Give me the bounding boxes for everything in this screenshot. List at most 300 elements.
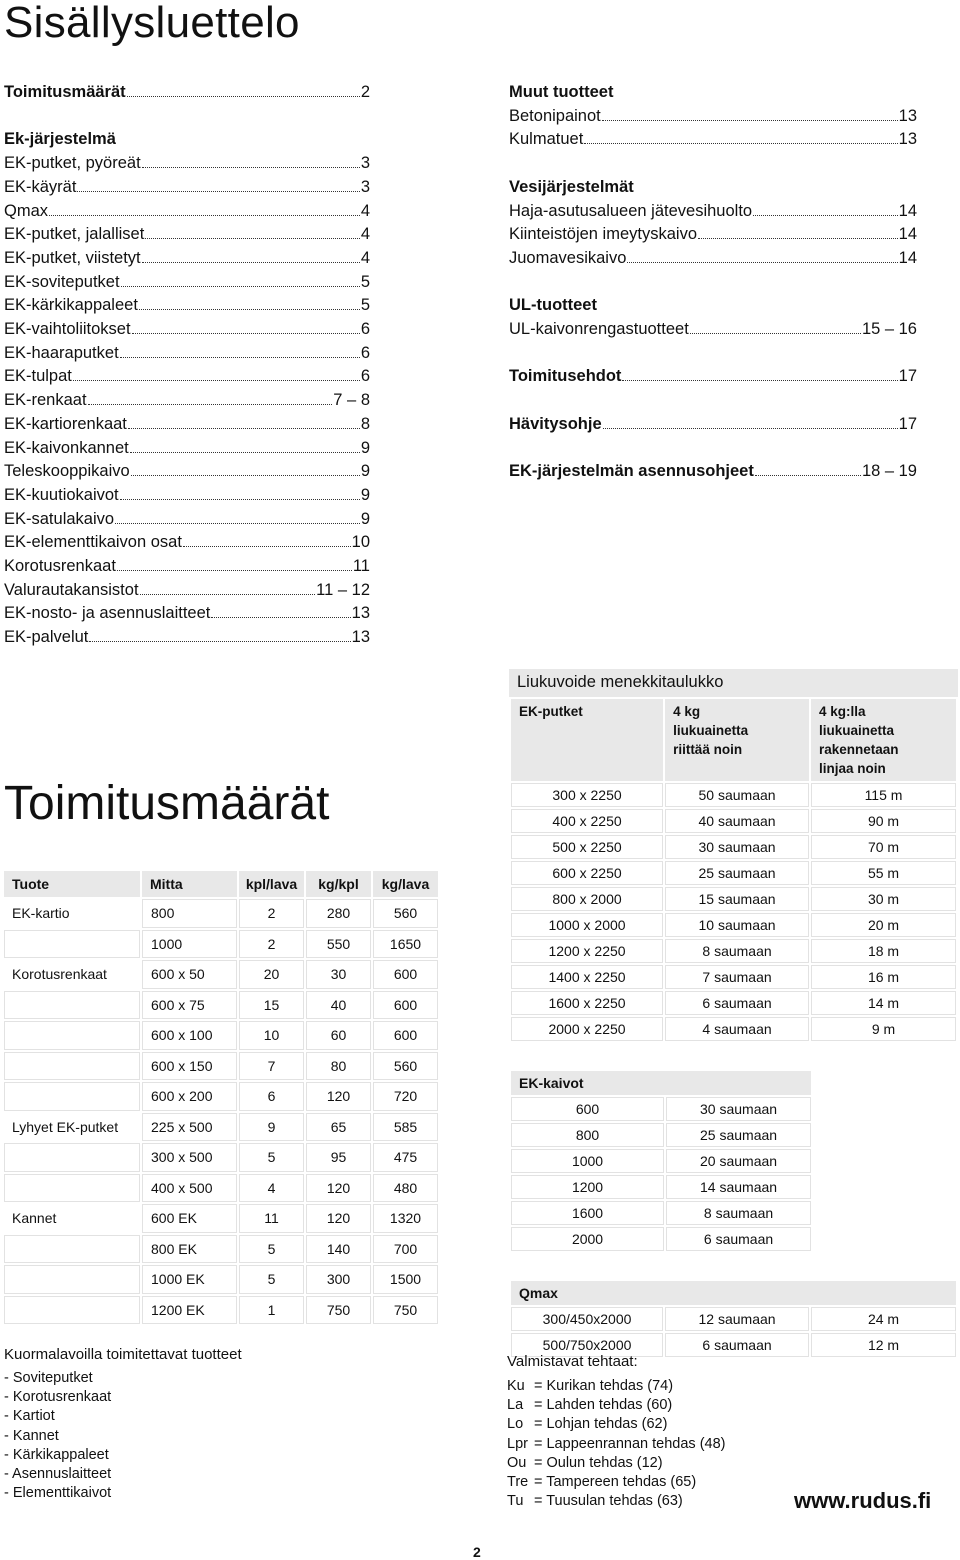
qmax-table bbox=[509, 1279, 958, 1359]
table-row bbox=[511, 913, 956, 937]
toc-entry-page: 13 bbox=[898, 106, 917, 125]
toc-left-column bbox=[4, 81, 370, 650]
table-header-row bbox=[511, 699, 956, 781]
table-cell: 10 bbox=[239, 1021, 304, 1050]
table-row bbox=[511, 835, 956, 859]
factory-name: = Lahden tehdas (60) bbox=[534, 1397, 673, 1414]
toc-entry[interactable] bbox=[4, 626, 370, 650]
toc-entry[interactable] bbox=[4, 223, 370, 247]
table-row bbox=[511, 861, 956, 885]
table-cell: 8 saumaan bbox=[665, 939, 809, 963]
table-cell: 4 saumaan bbox=[665, 1017, 809, 1041]
factory-name: = Kurikan tehdas (74) bbox=[534, 1378, 674, 1394]
table-cell: 6 saumaan bbox=[665, 991, 809, 1015]
toc-leader-dots bbox=[49, 215, 360, 216]
table-cell: 20 saumaan bbox=[666, 1149, 811, 1173]
table-cell: 10 saumaan bbox=[665, 913, 809, 937]
toc-entry[interactable] bbox=[4, 271, 370, 295]
table-cell: 40 saumaan bbox=[665, 809, 809, 833]
table-row bbox=[4, 991, 438, 1020]
toc-entry-page: 13 bbox=[898, 130, 917, 149]
toc-entry[interactable] bbox=[4, 342, 370, 366]
toc-leader-dots bbox=[130, 452, 360, 453]
column-header-line: 4 kg bbox=[673, 704, 701, 719]
toc-leader-dots bbox=[753, 215, 898, 216]
toc-leader-dots bbox=[139, 309, 360, 310]
toc-entry[interactable] bbox=[4, 508, 370, 532]
toc-entry-label: EK-käyrät bbox=[4, 177, 77, 196]
table-cell: 7 bbox=[239, 1052, 304, 1081]
toc-leader-dots bbox=[131, 475, 360, 476]
list-item bbox=[507, 1435, 725, 1454]
table-cell: 90 m bbox=[811, 809, 956, 833]
list-item bbox=[507, 1377, 725, 1396]
table-cell: 25 saumaan bbox=[665, 861, 809, 885]
table-row bbox=[511, 1227, 811, 1251]
list-item: - Korotusrenkaat bbox=[4, 1389, 112, 1406]
toc-entry-page: 11 – 12 bbox=[316, 580, 370, 599]
table-cell: 600 x 50 bbox=[142, 960, 237, 989]
toc-entry-page: 13 bbox=[351, 628, 370, 647]
table-cell: 600 x 150 bbox=[142, 1052, 237, 1081]
table-cell: 1000 x 2000 bbox=[511, 913, 663, 937]
ek-kaivot-table bbox=[509, 1069, 813, 1253]
table-cell: 560 bbox=[373, 1052, 438, 1081]
list-item: - Kartiot bbox=[4, 1408, 55, 1425]
toc-entry-label: EK-kaivonkannet bbox=[4, 438, 129, 457]
table-row bbox=[511, 887, 956, 911]
toc-entry[interactable] bbox=[4, 318, 370, 342]
table-cell: 24 m bbox=[811, 1307, 956, 1331]
toc-entry-label: EK-putket, viistetyt bbox=[4, 248, 141, 267]
table-row bbox=[511, 1123, 811, 1147]
table-cell: 600 x 2250 bbox=[511, 861, 663, 885]
toc-entry[interactable] bbox=[509, 460, 917, 484]
table-cell: EK-kartio bbox=[12, 905, 70, 922]
toc-entry[interactable] bbox=[509, 223, 917, 247]
table-cell: 600 EK bbox=[142, 1204, 237, 1233]
table-cell: 585 bbox=[373, 1113, 438, 1142]
table-cell: 500/750x2000 bbox=[511, 1333, 663, 1357]
table-cell: 1500 bbox=[373, 1265, 438, 1294]
toc-entry-page: 7 – 8 bbox=[333, 391, 370, 410]
toc-entry-label: Hävitysohje bbox=[509, 414, 602, 433]
toc-entry-page: 15 – 16 bbox=[861, 320, 917, 338]
table-cell: 16 m bbox=[811, 965, 956, 989]
table-cell: 65 bbox=[306, 1113, 371, 1142]
table-cell: Korotusrenkaat bbox=[12, 966, 107, 983]
factory-name: = Oulun tehdas (12) bbox=[534, 1454, 663, 1471]
table-cell: 2 bbox=[239, 899, 304, 928]
page-title: Sisällysluettelo bbox=[4, 0, 300, 47]
toc-spacer bbox=[509, 342, 917, 366]
page-number: 2 bbox=[473, 1544, 481, 1560]
table-cell: 140 bbox=[306, 1235, 371, 1264]
toc-leader-dots bbox=[584, 143, 897, 144]
table-cell: 120 bbox=[306, 1204, 371, 1233]
toc-entry-label: EK-järjestelmän asennusohjeet bbox=[509, 462, 754, 481]
toc-leader-dots bbox=[140, 594, 316, 595]
table-header-row bbox=[4, 871, 438, 897]
toc-entry[interactable] bbox=[4, 81, 370, 105]
table-cell: 600 x 100 bbox=[142, 1021, 237, 1050]
table-cell bbox=[4, 930, 140, 959]
table-cell: 12 m bbox=[811, 1333, 956, 1357]
table-cell: 12 saumaan bbox=[665, 1307, 809, 1331]
toc-entry[interactable] bbox=[509, 365, 917, 389]
table-row bbox=[4, 1082, 438, 1111]
factory-code: Ou bbox=[507, 1454, 527, 1471]
factory-code: La bbox=[507, 1397, 524, 1414]
toc-entry-page: 3 bbox=[360, 154, 370, 173]
toc-entry-page: 17 bbox=[898, 367, 917, 386]
column-header bbox=[511, 699, 663, 781]
table-cell: 30 saumaan bbox=[666, 1097, 811, 1121]
factory-name: = Tampereen tehdas (65) bbox=[534, 1474, 697, 1491]
table-cell: 7 saumaan bbox=[665, 965, 809, 989]
table-row bbox=[4, 1143, 438, 1172]
toc-entry-page: 6 bbox=[360, 343, 370, 362]
column-header: kg/lava bbox=[373, 871, 438, 897]
toc-entry-label: EK-putket, pyöreät bbox=[4, 154, 141, 173]
table-cell: 60 bbox=[306, 1021, 371, 1050]
toc-entry-page: 2 bbox=[360, 83, 370, 101]
table-cell: 1200 x 2250 bbox=[511, 939, 663, 963]
table-cell: 5 bbox=[239, 1265, 304, 1294]
toc-entry-label: Kiinteistöjen imeytyskaivo bbox=[509, 225, 697, 244]
table-cell: 1600 x 2250 bbox=[511, 991, 663, 1015]
toc-leader-dots bbox=[88, 404, 333, 405]
toc-entry-label: Juomavesikaivo bbox=[509, 248, 627, 267]
table-cell: Lyhyet EK-putket bbox=[12, 1118, 119, 1135]
table-cell: 600 bbox=[511, 1097, 664, 1121]
list-item: - Asennuslaitteet bbox=[4, 1466, 112, 1483]
toc-entry-page: 9 bbox=[360, 485, 370, 504]
table-cell: 1650 bbox=[373, 930, 438, 959]
table-cell: 600 x 200 bbox=[142, 1082, 237, 1111]
toc-entry-page: 6 bbox=[360, 320, 370, 339]
table-cell: 500 x 2250 bbox=[511, 835, 663, 859]
table-cell: 1200 bbox=[511, 1175, 664, 1199]
toc-entry-label: EK-soviteputket bbox=[4, 272, 120, 291]
toc-entry-page: 9 bbox=[360, 509, 370, 528]
ek-kaivot-title: EK-kaivot bbox=[511, 1071, 811, 1095]
toc-entry[interactable] bbox=[509, 200, 917, 224]
table-cell: 20 bbox=[239, 960, 304, 989]
table-cell: 720 bbox=[373, 1082, 438, 1111]
toimitusmaarat-table bbox=[2, 869, 440, 1326]
qmax-title: Qmax bbox=[511, 1281, 956, 1305]
toc-entry[interactable] bbox=[4, 555, 370, 579]
toc-entry[interactable] bbox=[4, 176, 370, 200]
toc-entry-label: EK-satulakaivo bbox=[4, 509, 115, 528]
toc-leader-dots bbox=[211, 617, 350, 618]
table-cell: 600 bbox=[373, 960, 438, 989]
table-row bbox=[511, 1017, 956, 1041]
toc-spacer bbox=[4, 105, 370, 129]
table-cell bbox=[4, 991, 140, 1020]
toc-leader-dots bbox=[627, 262, 897, 263]
toc-entry[interactable] bbox=[509, 247, 917, 271]
toc-leader-dots bbox=[698, 238, 898, 239]
toc-entry-label: EK-putket, jalalliset bbox=[4, 225, 145, 244]
table-cell: 18 m bbox=[811, 939, 956, 963]
toc-entry-page: 13 bbox=[351, 604, 370, 623]
toc-entry-page: 14 bbox=[898, 201, 917, 220]
toc-entry-label: EK-nosto- ja asennuslaitteet bbox=[4, 604, 211, 623]
table-cell: 30 m bbox=[811, 887, 956, 911]
table-cell: 6 saumaan bbox=[666, 1227, 811, 1251]
table-cell: 9 m bbox=[811, 1017, 956, 1041]
toc-entry[interactable] bbox=[4, 389, 370, 413]
liukuvoide-title: Liukuvoide menekkitaulukko bbox=[509, 669, 958, 697]
toimitusmaarat-title: Toimitusmäärät bbox=[4, 777, 330, 830]
table-row bbox=[4, 1113, 438, 1142]
toc-spacer bbox=[509, 271, 917, 295]
table-cell: 1000 bbox=[511, 1149, 664, 1173]
toc-entry-page: 5 bbox=[360, 296, 370, 315]
toc-spacer bbox=[509, 389, 917, 413]
table-cell bbox=[4, 1143, 140, 1172]
toc-entry-page: 18 – 19 bbox=[861, 462, 917, 481]
table-cell: 800 EK bbox=[142, 1235, 237, 1264]
table-cell: 800 x 2000 bbox=[511, 887, 663, 911]
table-cell bbox=[4, 1235, 140, 1264]
table-cell: 600 x 75 bbox=[142, 991, 237, 1020]
table-cell: 1000 bbox=[142, 930, 237, 959]
toc-spacer bbox=[509, 436, 917, 460]
table-cell: 120 bbox=[306, 1082, 371, 1111]
toc-entry-label: EK-elementtikaivon osat bbox=[4, 533, 182, 552]
table-cell: 800 bbox=[511, 1123, 664, 1147]
toc-leader-dots bbox=[120, 357, 360, 358]
toc-entry-page: 9 bbox=[360, 462, 370, 481]
toc-leader-dots bbox=[77, 191, 359, 192]
toc-entry[interactable] bbox=[4, 460, 370, 484]
table-row bbox=[511, 1175, 811, 1199]
toc-entry[interactable] bbox=[4, 579, 370, 603]
table-cell: 2 bbox=[239, 930, 304, 959]
toc-entry-label: EK-renkaat bbox=[4, 391, 87, 410]
toc-entry[interactable] bbox=[4, 413, 370, 437]
table-cell: 40 bbox=[306, 991, 371, 1020]
toc-leader-dots bbox=[89, 641, 350, 642]
factory-name: = Lohjan tehdas (62) bbox=[534, 1416, 668, 1433]
toc-leader-dots bbox=[117, 570, 352, 571]
toc-entry[interactable] bbox=[4, 484, 370, 508]
table-cell: 50 saumaan bbox=[665, 783, 809, 807]
list-item: - Kärkikappaleet bbox=[4, 1446, 109, 1463]
toc-leader-dots bbox=[142, 262, 360, 263]
toc-leader-dots bbox=[755, 475, 861, 476]
toc-entry-page: 5 bbox=[360, 272, 370, 291]
table-cell bbox=[4, 1052, 140, 1081]
factory-code: Tre bbox=[507, 1474, 529, 1491]
table-cell: 280 bbox=[306, 899, 371, 928]
toc-heading: UL-tuotteet bbox=[509, 296, 597, 315]
table-cell: 55 m bbox=[811, 861, 956, 885]
column-header-line: liukuainetta bbox=[673, 723, 749, 738]
list-item: - Kannet bbox=[4, 1427, 59, 1444]
table-cell: 1 bbox=[239, 1296, 304, 1325]
table-cell: 5 bbox=[239, 1143, 304, 1172]
table-cell: 800 bbox=[142, 899, 237, 928]
table-cell: 115 m bbox=[811, 783, 956, 807]
toc-leader-dots bbox=[128, 428, 360, 429]
toc-leader-dots bbox=[602, 120, 898, 121]
table-row bbox=[4, 1235, 438, 1264]
table-cell: 1200 EK bbox=[142, 1296, 237, 1325]
toc-entry[interactable] bbox=[509, 105, 917, 129]
table-cell: 300 x 2250 bbox=[511, 783, 663, 807]
factory-code: Lo bbox=[507, 1416, 524, 1433]
table-cell: 4 bbox=[239, 1174, 304, 1203]
toc-entry-label: Toimitusehdot bbox=[509, 367, 622, 386]
table-row bbox=[4, 899, 438, 928]
factory-code: Ku bbox=[507, 1378, 525, 1394]
toc-leader-dots bbox=[183, 546, 351, 547]
table-cell: 2000 x 2250 bbox=[511, 1017, 663, 1041]
table-cell: 80 bbox=[306, 1052, 371, 1081]
toc-leader-dots bbox=[73, 380, 360, 381]
toc-entry-page: 9 bbox=[360, 438, 370, 457]
toc-entry[interactable] bbox=[509, 318, 917, 342]
toc-entry[interactable] bbox=[4, 294, 370, 318]
table-cell: 30 bbox=[306, 960, 371, 989]
table-cell: 8 saumaan bbox=[666, 1201, 811, 1225]
toc-leader-dots bbox=[127, 96, 360, 97]
table-cell: 6 bbox=[239, 1082, 304, 1111]
toc-entry-label: EK-tulpat bbox=[4, 367, 72, 386]
toc-entry-label: Betonipainot bbox=[509, 106, 601, 125]
table-row bbox=[511, 783, 956, 807]
table-cell: 600 bbox=[373, 1021, 438, 1050]
list-item: - Soviteputket bbox=[4, 1370, 93, 1386]
toc-entry-label: Kulmatuet bbox=[509, 130, 584, 149]
table-cell: 15 saumaan bbox=[665, 887, 809, 911]
toc-entry-page: 10 bbox=[351, 533, 370, 552]
toc-entry-label: EK-kuutiokaivot bbox=[4, 485, 119, 504]
table-cell bbox=[4, 1174, 140, 1203]
toc-entry-page: 17 bbox=[898, 414, 917, 433]
table-cell: 20 m bbox=[811, 913, 956, 937]
column-header bbox=[665, 699, 809, 781]
table-cell: 5 bbox=[239, 1235, 304, 1264]
list-item bbox=[507, 1454, 725, 1473]
toc-entry-label: EK-palvelut bbox=[4, 628, 89, 647]
table-cell: 2000 bbox=[511, 1227, 664, 1251]
column-header: kpl/lava bbox=[239, 871, 304, 897]
column-header-line: riittää noin bbox=[673, 742, 743, 757]
column-header: kg/kpl bbox=[306, 871, 371, 897]
toc-entry-label: Valurautakansistot bbox=[4, 580, 139, 599]
list-item bbox=[507, 1492, 725, 1511]
toc-entry[interactable] bbox=[509, 413, 917, 437]
toc-leader-dots bbox=[132, 333, 360, 334]
table-cell bbox=[4, 1265, 140, 1294]
table-row bbox=[511, 1201, 811, 1225]
toc-entry-page: 11 bbox=[352, 557, 370, 576]
table-cell: 560 bbox=[373, 899, 438, 928]
toc-entry-page: 4 bbox=[360, 225, 370, 244]
toc-entry-label: Qmax bbox=[4, 201, 49, 220]
toc-entry[interactable] bbox=[4, 531, 370, 555]
table-cell: 1600 bbox=[511, 1201, 664, 1225]
table-cell: 750 bbox=[373, 1296, 438, 1325]
table-cell: 14 saumaan bbox=[666, 1175, 811, 1199]
toc-leader-dots bbox=[115, 523, 360, 524]
table-row bbox=[4, 1204, 438, 1233]
column-header: Mitta bbox=[142, 871, 237, 897]
toc-entry[interactable] bbox=[509, 128, 917, 152]
toc-entry-label: EK-kartiorenkaat bbox=[4, 414, 127, 433]
toc-entry-label: EK-haaraputket bbox=[4, 343, 119, 362]
table-cell bbox=[4, 1021, 140, 1050]
tehtaat-title: Valmistavat tehtaat: bbox=[507, 1353, 638, 1370]
table-cell: 700 bbox=[373, 1235, 438, 1264]
toc-heading: Vesijärjestelmät bbox=[509, 177, 634, 196]
toc-leader-dots bbox=[145, 238, 359, 239]
table-row bbox=[511, 1307, 956, 1331]
table-cell: 750 bbox=[306, 1296, 371, 1325]
table-cell: 1400 x 2250 bbox=[511, 965, 663, 989]
toc-entry-page: 3 bbox=[360, 177, 370, 196]
table-row bbox=[511, 991, 956, 1015]
toc-leader-dots bbox=[690, 333, 861, 334]
toc-leader-dots bbox=[603, 428, 898, 429]
toc-spacer bbox=[509, 152, 917, 176]
list-item bbox=[507, 1396, 725, 1415]
column-header-line: 4 kg:lla bbox=[819, 704, 866, 719]
table-cell: 550 bbox=[306, 930, 371, 959]
liukuvoide-section bbox=[509, 669, 958, 1359]
column-header bbox=[811, 699, 956, 781]
table-row bbox=[4, 1296, 438, 1325]
toc-entry-page: 4 bbox=[360, 201, 370, 220]
toc-entry-label: EK-kärkikappaleet bbox=[4, 296, 138, 315]
toc-right-column bbox=[509, 81, 917, 484]
table-row bbox=[4, 1265, 438, 1294]
toc-entry[interactable] bbox=[4, 247, 370, 271]
toc-entry[interactable] bbox=[4, 365, 370, 389]
table-cell: 120 bbox=[306, 1174, 371, 1203]
toc-entry[interactable] bbox=[4, 602, 370, 626]
toc-entry-label: Haja-asutusalueen jätevesihuolto bbox=[509, 201, 753, 220]
table-cell: 25 saumaan bbox=[666, 1123, 811, 1147]
table-cell: 30 saumaan bbox=[665, 835, 809, 859]
toc-entry[interactable] bbox=[4, 152, 370, 176]
list-item bbox=[507, 1473, 725, 1492]
table-cell bbox=[4, 1296, 140, 1325]
toc-entry-page: 8 bbox=[360, 414, 370, 433]
factory-name: = Tuusulan tehdas (63) bbox=[534, 1493, 683, 1510]
website-url[interactable]: www.rudus.fi bbox=[794, 1488, 932, 1513]
table-cell bbox=[4, 1082, 140, 1111]
table-cell: 70 m bbox=[811, 835, 956, 859]
toc-entry-page: 6 bbox=[360, 367, 370, 386]
table-cell: 300/450x2000 bbox=[511, 1307, 663, 1331]
toc-leader-dots bbox=[622, 380, 897, 381]
table-cell: 400 x 500 bbox=[142, 1174, 237, 1203]
liukuvoide-table bbox=[509, 697, 958, 1043]
toc-entry[interactable] bbox=[4, 437, 370, 461]
table-cell: 14 m bbox=[811, 991, 956, 1015]
table-cell: 300 x 500 bbox=[142, 1143, 237, 1172]
toc-leader-dots bbox=[142, 167, 360, 168]
toc-entry[interactable] bbox=[4, 200, 370, 224]
factory-code: Lpr bbox=[507, 1435, 528, 1452]
table-cell: 300 bbox=[306, 1265, 371, 1294]
